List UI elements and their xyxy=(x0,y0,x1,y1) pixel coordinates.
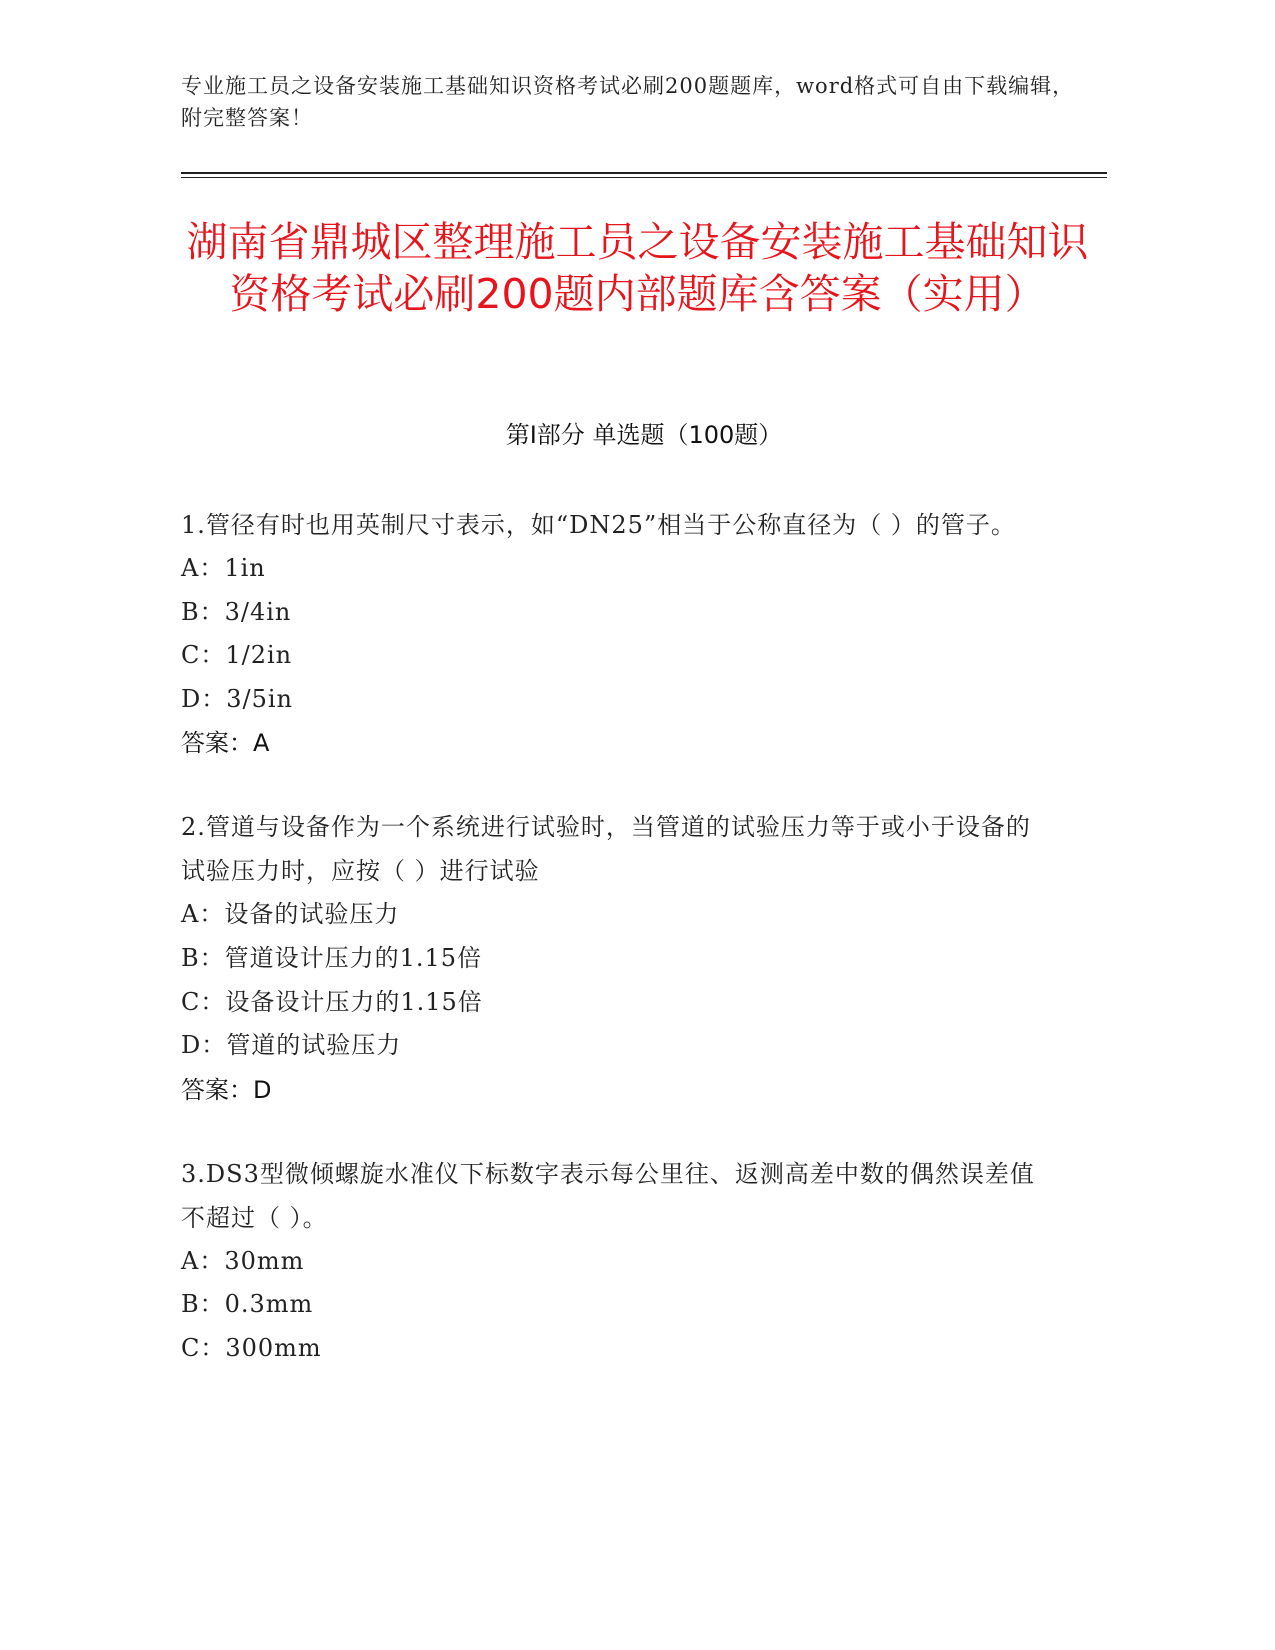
question-list xyxy=(181,503,1041,1411)
option-b: B：0.3mm xyxy=(181,1290,314,1319)
question-stem: 3.DS3型微倾螺旋水准仪下标数字表示每公里往、返测高差中数的偶然误差值不超过（ ）。 xyxy=(181,1159,1035,1232)
option-b: B：管道设计压力的1.15倍 xyxy=(181,943,483,972)
answer: 答案：D xyxy=(181,1075,272,1104)
option-a: A：1in xyxy=(181,554,266,582)
header-rule-thin xyxy=(181,177,1107,178)
question-2 xyxy=(181,805,1041,1111)
option-b: B：3/4in xyxy=(181,597,292,626)
header-rule-thick xyxy=(181,172,1107,174)
option-d: D：管道的试验压力 xyxy=(181,1031,402,1060)
question-stem: 1.管径有时也用英制尺寸表示，如“DN25”相当于公称直径为（ ）的管子。 xyxy=(181,511,1016,539)
option-d: D：3/5in xyxy=(181,684,293,713)
document-title: 湖南省鼎城区整理施工员之设备安装施工基础知识资格考试必刷200题内部题库含答案（实用） xyxy=(186,218,1089,318)
question-stem: 2.管道与设备作为一个系统进行试验时，当管道的试验压力等于或小于设备的试验压力时，应按（ ）进行试验 xyxy=(181,813,1031,886)
option-c: C：1/2in xyxy=(181,641,293,670)
option-a: A：30mm xyxy=(181,1246,305,1275)
section-heading: 第I部分 单选题（100题） xyxy=(505,421,783,449)
option-a: A：设备的试验压力 xyxy=(181,900,400,929)
header-note: 专业施工员之设备安装施工基础知识资格考试必刷200题题库，word格式可自由下载编辑，附完整答案！ xyxy=(181,74,1075,130)
option-c: C：300mm xyxy=(181,1333,322,1362)
question-3 xyxy=(181,1152,1041,1371)
question-1 xyxy=(181,503,1041,765)
option-c: C：设备设计压力的1.15倍 xyxy=(181,987,483,1016)
answer: 答案：A xyxy=(181,729,270,758)
